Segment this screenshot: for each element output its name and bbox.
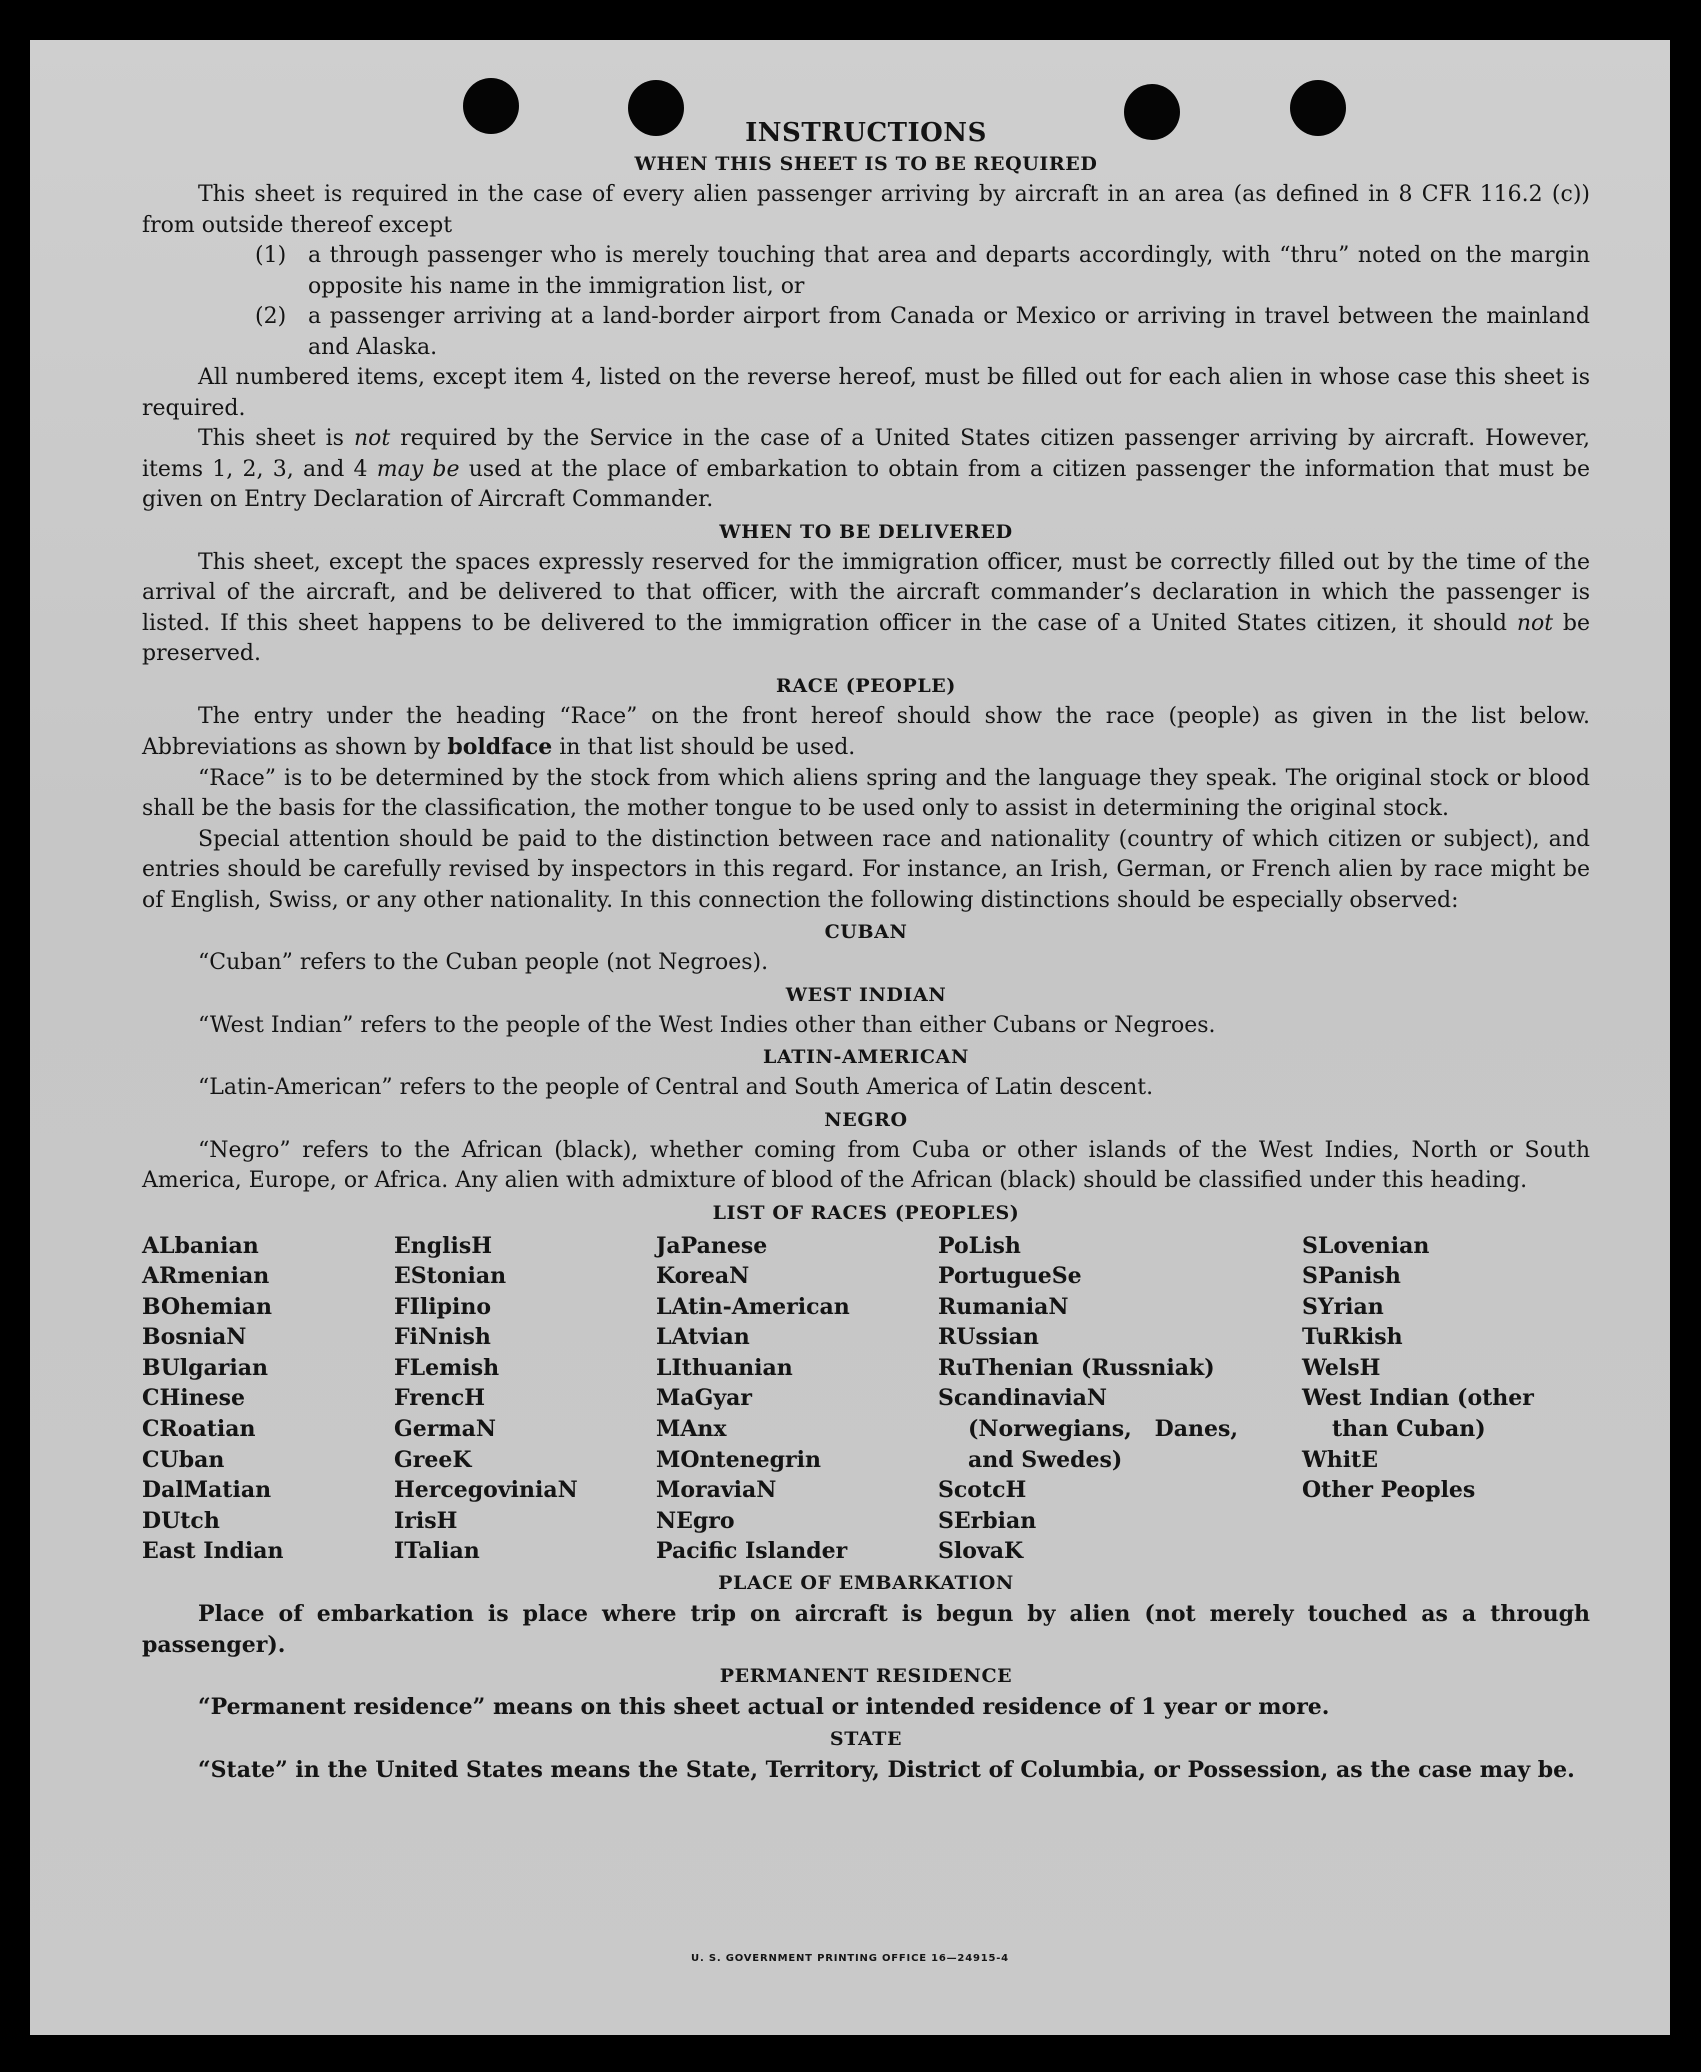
race-entry: FIlipino xyxy=(394,1293,492,1320)
race-entry: WhitE xyxy=(1302,1446,1378,1473)
race-entry: EStonian xyxy=(394,1263,507,1290)
race-entry: HercegoviniaN xyxy=(394,1477,578,1504)
paragraph: “Negro” refers to the African (black), whether coming from Cuba or other islands of the West Indies, North or South America, Europe, or Africa. Any alien with admixture of blood of the African (black) should be classified under this heading. xyxy=(142,1137,1590,1193)
italic-text: may be xyxy=(376,456,460,482)
instructions-content xyxy=(142,118,1590,1785)
text-run: used at the place of embarkation to obtain from a citizen passenger the information that must be given on Entry Declaration of Aircraft Commander. xyxy=(142,456,1590,512)
race-entry: LAtin-American xyxy=(656,1293,850,1320)
paragraph: This sheet is required in the case of every alien passenger arriving by aircraft in an area (as defined in 8 CFR 116.2 (c)) from outside thereof except xyxy=(142,182,1590,238)
race-entry: RuThenian (Russniak) xyxy=(938,1354,1215,1381)
race-entry: SErbian xyxy=(938,1507,1037,1534)
race-entry: CHinese xyxy=(142,1385,246,1412)
race-entry: FiNnish xyxy=(394,1324,491,1351)
paragraph: All numbered items, except item 4, listed on the reverse hereof, must be filled out for each alien in whose case this sheet is required. xyxy=(142,365,1590,421)
race-entry: East Indian xyxy=(142,1538,284,1565)
item-number: (2) xyxy=(255,304,287,329)
race-entry: NEgro xyxy=(656,1507,735,1534)
section-heading: PLACE OF EMBARKATION xyxy=(718,1572,1014,1595)
text-run: in that list should be used. xyxy=(552,735,856,760)
race-entry: BOhemian xyxy=(142,1293,273,1320)
race-entry: SPanish xyxy=(1302,1263,1401,1290)
race-entry: ScotcH xyxy=(938,1477,1027,1504)
italic-text: not xyxy=(1516,610,1554,636)
paragraph: Special attention should be paid to the distinction between race and nationality (country of which citizen or subject), and entries should be carefully revised by inspectors in this regard. For instance, an Irish, German, or French alien by race might be of English, Swiss, or any other nationality. In this connection the following distinctions should be especially observed: xyxy=(142,826,1590,913)
race-entry: PortugueSe xyxy=(938,1263,1082,1290)
race-entry: GermaN xyxy=(394,1416,497,1443)
race-entry: JaPanese xyxy=(656,1232,768,1259)
text-run: This sheet, except the spaces expressly reserved for the immigration officer, must be correctly filled out by the time of the arrival of the aircraft, and be delivered to that officer, with the aircraft commander’s declaration in which the passenger is listed. If this sheet happens to be delivered to the immigration officer in the case of a United States citizen, it should xyxy=(142,549,1590,636)
race-entry: MaGyar xyxy=(656,1385,753,1412)
race-entry: FrencH xyxy=(394,1385,485,1412)
race-entry: BUlgarian xyxy=(142,1354,268,1381)
race-entry: WelsH xyxy=(1302,1354,1381,1381)
race-entry: TuRkish xyxy=(1302,1324,1403,1351)
section-heading: LATIN-AMERICAN xyxy=(763,1046,969,1068)
item-number: (1) xyxy=(255,243,287,268)
race-entry: Other Peoples xyxy=(1302,1477,1476,1504)
race-entry: LIthuanian xyxy=(656,1354,793,1381)
race-entry: DalMatian xyxy=(142,1477,272,1504)
paragraph: “Race” is to be determined by the stock from which aliens spring and the language they speak. The original stock or blood shall be the basis for the classification, the mother tongue to be used only to assist in determining the original stock. xyxy=(142,765,1590,821)
section-heading: STATE xyxy=(829,1727,903,1750)
item-text: a through passenger who is merely touching that area and departs accordingly, with “thru” noted on the margin opposite his name in the immigration list, or xyxy=(308,243,1590,299)
section-heading: WHEN THIS SHEET IS TO BE REQUIRED xyxy=(634,153,1098,175)
section-heading: LIST OF RACES (PEOPLES) xyxy=(712,1201,1020,1224)
race-entry: MAnx xyxy=(656,1416,727,1443)
race-entry: PoLish xyxy=(938,1232,1021,1259)
race-column xyxy=(394,1231,656,1568)
race-column xyxy=(142,1231,394,1568)
race-entry: Pacific Islander xyxy=(656,1538,848,1565)
race-entry: KoreaN xyxy=(656,1263,750,1290)
paragraph: “West Indian” refers to the people of the West Indies other than either Cubans or Negroes. xyxy=(198,1012,1216,1038)
race-entry: FLemish xyxy=(394,1354,500,1381)
printing-office-footer: U. S. GOVERNMENT PRINTING OFFICE 16—24915-4 xyxy=(691,1953,1009,1964)
section-heading: RACE (PEOPLE) xyxy=(776,674,956,697)
race-entry: ScandinaviaN (Norwegians, Danes, and Swedes) xyxy=(938,1385,1238,1473)
paragraph xyxy=(142,424,1590,516)
section-heading: PERMANENT RESIDENCE xyxy=(719,1665,1013,1688)
race-entry: ALbanian xyxy=(142,1232,259,1259)
race-entry: SlovaK xyxy=(938,1538,1024,1565)
page-title: INSTRUCTIONS xyxy=(745,118,987,148)
italic-text: not xyxy=(353,426,391,451)
race-entry: ARmenian xyxy=(142,1263,270,1290)
race-entry: GreeK xyxy=(394,1446,472,1473)
race-entry: SYrian xyxy=(1302,1293,1384,1320)
paragraph: “State” in the United States means the State, Territory, District of Columbia, or Possession, as the case may be. xyxy=(198,1756,1575,1783)
race-column xyxy=(938,1231,1238,1568)
race-entry: BosniaN xyxy=(142,1324,247,1351)
race-entry: MOntenegrin xyxy=(656,1446,821,1473)
document-sheet xyxy=(30,40,1670,2035)
text-run: be preserved. xyxy=(142,610,1590,666)
race-entry: RumaniaN xyxy=(938,1293,1069,1320)
race-entry: West Indian (other than Cuban) xyxy=(1302,1385,1534,1443)
paragraph: “Permanent residence” means on this sheet actual or intended residence of 1 year or more. xyxy=(198,1694,1330,1721)
paragraph xyxy=(142,702,1590,764)
paragraph xyxy=(142,548,1590,670)
race-column xyxy=(1302,1231,1564,1568)
race-entry: CUban xyxy=(142,1446,225,1473)
exception-item xyxy=(142,302,1590,363)
paragraph: “Cuban” refers to the Cuban people (not Negroes). xyxy=(198,950,769,975)
race-entry: CRoatian xyxy=(142,1416,256,1443)
race-entry: MoraviaN xyxy=(656,1477,777,1504)
section-heading: NEGRO xyxy=(824,1108,908,1131)
section-heading: CUBAN xyxy=(824,921,908,943)
race-entry: IrisH xyxy=(394,1507,458,1534)
race-entry: SLovenian xyxy=(1302,1232,1430,1259)
item-text: a passenger arriving at a land-border airport from Canada or Mexico or arriving in travel between the mainland and Alaska. xyxy=(308,304,1590,360)
race-list xyxy=(142,1231,1590,1568)
paragraph: Place of embarkation is place where trip on aircraft is begun by alien (not merely touched as a through passenger). xyxy=(142,1601,1590,1658)
race-entry: EnglisH xyxy=(394,1232,493,1259)
text-run: This sheet is xyxy=(198,426,354,451)
section-heading: WHEN TO BE DELIVERED xyxy=(719,520,1013,543)
race-column xyxy=(656,1231,938,1568)
text-run: The entry under the heading “Race” on the front hereof should show the race (people) as given in the list below. Abbreviations as shown by xyxy=(142,703,1590,760)
bold-text: boldface xyxy=(447,734,553,760)
race-entry: DUtch xyxy=(142,1507,220,1534)
race-entry: ITalian xyxy=(394,1538,480,1565)
race-entry: RUssian xyxy=(938,1324,1039,1351)
paragraph: “Latin-American” refers to the people of Central and South America of Latin descent. xyxy=(198,1075,1154,1100)
section-heading: WEST INDIAN xyxy=(785,983,947,1006)
exception-item xyxy=(142,241,1590,302)
text-run: required by the Service in the case of a United States citizen passenger arriving by aircraft. However, items 1, 2, 3, and 4 xyxy=(142,426,1590,482)
race-entry: LAtvian xyxy=(656,1324,750,1351)
